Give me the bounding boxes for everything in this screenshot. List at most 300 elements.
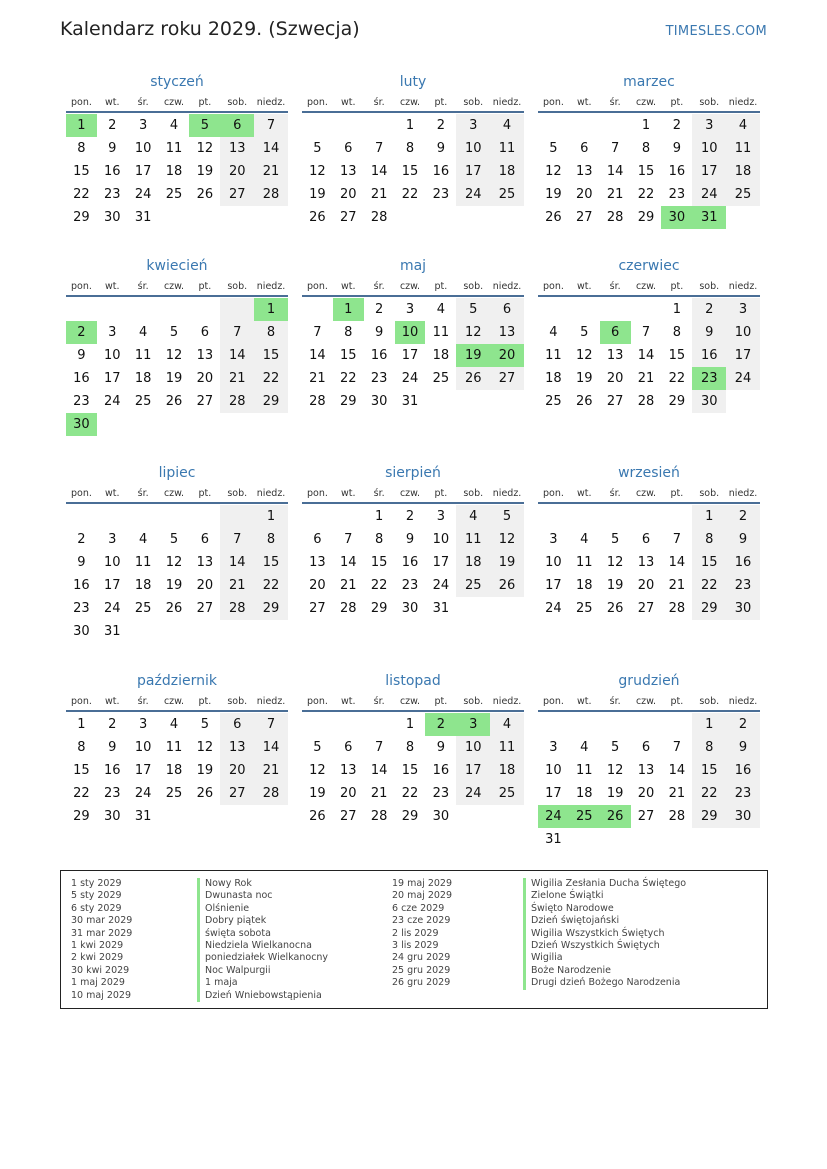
day-cell[interactable]: 29: [668, 394, 686, 409]
day-cell[interactable]: 23: [692, 367, 726, 390]
day-cell[interactable]: 4: [726, 114, 760, 137]
day-cell[interactable]: 27: [309, 601, 326, 616]
day-cell[interactable]: 6: [600, 321, 631, 344]
day-cell[interactable]: 9: [692, 321, 726, 344]
day-cell[interactable]: 29: [692, 805, 726, 828]
day-cell[interactable]: 1: [375, 509, 384, 524]
day-cell[interactable]: 14: [370, 164, 388, 179]
day-cell[interactable]: 26: [309, 210, 326, 225]
day-cell[interactable]: 24: [456, 183, 490, 206]
day-cell[interactable]: 22: [73, 786, 90, 801]
day-cell[interactable]: 7: [220, 321, 254, 344]
day-cell[interactable]: 20: [637, 578, 655, 593]
day-cell[interactable]: 8: [405, 141, 415, 156]
day-cell[interactable]: 30: [104, 210, 121, 225]
day-cell[interactable]: 30: [661, 206, 692, 229]
day-cell[interactable]: 26: [165, 394, 183, 409]
day-cell[interactable]: 27: [637, 809, 655, 824]
day-cell[interactable]: 16: [401, 555, 419, 570]
day-cell[interactable]: 8: [641, 141, 651, 156]
day-cell[interactable]: 9: [405, 532, 415, 547]
day-cell[interactable]: 11: [134, 348, 152, 363]
day-cell[interactable]: 31: [104, 624, 121, 639]
day-cell[interactable]: 19: [576, 371, 593, 386]
day-cell[interactable]: 29: [254, 597, 288, 620]
day-cell[interactable]: 25: [134, 394, 152, 409]
day-cell[interactable]: 21: [370, 187, 388, 202]
day-cell[interactable]: 27: [340, 809, 357, 824]
day-cell[interactable]: 21: [220, 574, 254, 597]
day-cell[interactable]: 26: [606, 601, 624, 616]
day-cell[interactable]: 25: [569, 805, 600, 828]
day-cell[interactable]: 8: [375, 532, 384, 547]
day-cell[interactable]: 14: [254, 736, 288, 759]
day-cell[interactable]: 18: [576, 786, 593, 801]
day-cell[interactable]: 18: [490, 759, 524, 782]
day-cell[interactable]: 29: [692, 597, 726, 620]
day-cell[interactable]: 25: [456, 574, 490, 597]
day-cell[interactable]: 13: [576, 164, 593, 179]
day-cell[interactable]: 15: [370, 555, 388, 570]
day-cell[interactable]: 2: [108, 717, 117, 732]
day-cell[interactable]: 22: [668, 371, 686, 386]
day-cell[interactable]: 8: [254, 528, 288, 551]
day-cell[interactable]: 14: [254, 137, 288, 160]
day-cell[interactable]: 17: [134, 164, 152, 179]
day-cell[interactable]: 19: [165, 371, 183, 386]
day-cell[interactable]: 20: [340, 786, 357, 801]
day-cell[interactable]: 21: [309, 371, 326, 386]
day-cell[interactable]: 30: [370, 394, 388, 409]
day-cell[interactable]: 16: [432, 164, 450, 179]
day-cell[interactable]: 22: [692, 574, 726, 597]
day-cell[interactable]: 7: [254, 114, 288, 137]
day-cell[interactable]: 16: [104, 763, 121, 778]
day-cell[interactable]: 15: [73, 763, 90, 778]
day-cell[interactable]: 28: [254, 782, 288, 805]
day-cell[interactable]: 28: [668, 601, 686, 616]
day-cell[interactable]: 23: [668, 187, 686, 202]
day-cell[interactable]: 6: [580, 141, 589, 156]
day-cell[interactable]: 12: [490, 528, 524, 551]
day-cell[interactable]: 30: [401, 601, 419, 616]
day-cell[interactable]: 20: [309, 578, 326, 593]
day-cell[interactable]: 14: [309, 348, 326, 363]
day-cell[interactable]: 18: [490, 160, 524, 183]
day-cell[interactable]: 4: [490, 713, 524, 736]
day-cell[interactable]: 9: [77, 555, 86, 570]
day-cell[interactable]: 10: [104, 555, 121, 570]
day-cell[interactable]: 30: [104, 809, 121, 824]
day-cell[interactable]: 27: [196, 601, 214, 616]
day-cell[interactable]: 4: [139, 532, 148, 547]
day-cell[interactable]: 16: [726, 551, 760, 574]
day-cell[interactable]: 20: [340, 187, 357, 202]
day-cell[interactable]: 15: [668, 348, 686, 363]
day-cell[interactable]: 1: [254, 298, 288, 321]
day-cell[interactable]: 7: [375, 141, 384, 156]
day-cell[interactable]: 17: [456, 160, 490, 183]
day-cell[interactable]: 24: [456, 782, 490, 805]
day-cell[interactable]: 10: [545, 763, 562, 778]
day-cell[interactable]: 12: [309, 763, 326, 778]
day-cell[interactable]: 21: [254, 759, 288, 782]
day-cell[interactable]: 20: [490, 344, 524, 367]
day-cell[interactable]: 10: [456, 736, 490, 759]
day-cell[interactable]: 30: [66, 413, 97, 436]
day-cell[interactable]: 15: [692, 551, 726, 574]
day-cell[interactable]: 17: [456, 759, 490, 782]
day-cell[interactable]: 20: [576, 187, 593, 202]
day-cell[interactable]: 18: [165, 763, 183, 778]
day-cell[interactable]: 21: [606, 187, 624, 202]
day-cell[interactable]: 29: [370, 601, 388, 616]
day-cell[interactable]: 5: [490, 505, 524, 528]
day-cell[interactable]: 11: [165, 141, 183, 156]
day-cell[interactable]: 13: [309, 555, 326, 570]
day-cell[interactable]: 30: [432, 809, 450, 824]
day-cell[interactable]: 28: [637, 394, 655, 409]
day-cell[interactable]: 11: [165, 740, 183, 755]
day-cell[interactable]: 18: [726, 160, 760, 183]
day-cell[interactable]: 7: [672, 740, 681, 755]
day-cell[interactable]: 31: [401, 394, 419, 409]
day-cell[interactable]: 3: [139, 118, 148, 133]
day-cell[interactable]: 5: [549, 141, 558, 156]
day-cell[interactable]: 11: [576, 555, 593, 570]
day-cell[interactable]: 19: [606, 786, 624, 801]
day-cell[interactable]: 23: [104, 786, 121, 801]
day-cell[interactable]: 4: [549, 325, 558, 340]
day-cell[interactable]: 13: [340, 164, 357, 179]
day-cell[interactable]: 22: [692, 782, 726, 805]
day-cell[interactable]: 25: [726, 183, 760, 206]
day-cell[interactable]: 21: [637, 371, 655, 386]
day-cell[interactable]: 25: [432, 371, 450, 386]
day-cell[interactable]: 22: [254, 367, 288, 390]
day-cell[interactable]: 5: [189, 114, 220, 137]
day-cell[interactable]: 23: [726, 574, 760, 597]
day-cell[interactable]: 31: [545, 832, 562, 847]
day-cell[interactable]: 9: [77, 348, 86, 363]
day-cell[interactable]: 17: [134, 763, 152, 778]
day-cell[interactable]: 16: [432, 763, 450, 778]
day-cell[interactable]: 8: [692, 736, 726, 759]
day-cell[interactable]: 1: [405, 118, 415, 133]
day-cell[interactable]: 31: [432, 601, 450, 616]
day-cell[interactable]: 28: [668, 809, 686, 824]
day-cell[interactable]: 13: [490, 321, 524, 344]
day-cell[interactable]: 14: [370, 763, 388, 778]
day-cell[interactable]: 30: [692, 390, 726, 413]
day-cell[interactable]: 17: [104, 578, 121, 593]
day-cell[interactable]: 6: [220, 114, 254, 137]
day-cell[interactable]: 12: [165, 555, 183, 570]
day-cell[interactable]: 13: [220, 137, 254, 160]
day-cell[interactable]: 26: [490, 574, 524, 597]
day-cell[interactable]: 13: [196, 348, 214, 363]
day-cell[interactable]: 30: [726, 805, 760, 828]
day-cell[interactable]: 22: [254, 574, 288, 597]
day-cell[interactable]: 28: [370, 809, 388, 824]
day-cell[interactable]: 24: [432, 578, 450, 593]
day-cell[interactable]: 29: [73, 809, 90, 824]
day-cell[interactable]: 12: [196, 141, 214, 156]
day-cell[interactable]: 2: [436, 118, 445, 133]
day-cell[interactable]: 12: [196, 740, 214, 755]
day-cell[interactable]: 26: [576, 394, 593, 409]
day-cell[interactable]: 17: [545, 786, 562, 801]
day-cell[interactable]: 12: [456, 321, 490, 344]
day-cell[interactable]: 27: [606, 394, 624, 409]
day-cell[interactable]: 18: [432, 348, 450, 363]
day-cell[interactable]: 19: [309, 187, 326, 202]
day-cell[interactable]: 17: [432, 555, 450, 570]
day-cell[interactable]: 28: [220, 390, 254, 413]
day-cell[interactable]: 8: [77, 740, 86, 755]
day-cell[interactable]: 1: [333, 298, 364, 321]
day-cell[interactable]: 8: [672, 325, 681, 340]
day-cell[interactable]: 18: [545, 371, 562, 386]
day-cell[interactable]: 29: [637, 210, 655, 225]
day-cell[interactable]: 6: [313, 532, 322, 547]
day-cell[interactable]: 9: [726, 736, 760, 759]
day-cell[interactable]: 3: [405, 302, 415, 317]
day-cell[interactable]: 28: [254, 183, 288, 206]
day-cell[interactable]: 16: [692, 344, 726, 367]
day-cell[interactable]: 31: [692, 206, 726, 229]
day-cell[interactable]: 24: [134, 187, 152, 202]
day-cell[interactable]: 1: [672, 302, 681, 317]
day-cell[interactable]: 26: [600, 805, 631, 828]
day-cell[interactable]: 27: [490, 367, 524, 390]
day-cell[interactable]: 5: [169, 325, 179, 340]
day-cell[interactable]: 24: [545, 601, 562, 616]
day-cell[interactable]: 12: [165, 348, 183, 363]
day-cell[interactable]: 9: [375, 325, 384, 340]
day-cell[interactable]: 17: [401, 348, 419, 363]
day-cell[interactable]: 15: [637, 164, 655, 179]
day-cell[interactable]: 23: [104, 187, 121, 202]
day-cell[interactable]: 2: [425, 713, 456, 736]
day-cell[interactable]: 18: [576, 578, 593, 593]
day-cell[interactable]: 3: [139, 717, 148, 732]
day-cell[interactable]: 4: [139, 325, 148, 340]
day-cell[interactable]: 22: [637, 187, 655, 202]
day-cell[interactable]: 1: [254, 505, 288, 528]
day-cell[interactable]: 6: [641, 740, 651, 755]
brand-link[interactable]: TIMESLES.COM: [665, 24, 767, 39]
day-cell[interactable]: 17: [726, 344, 760, 367]
day-cell[interactable]: 2: [726, 505, 760, 528]
day-cell[interactable]: 27: [340, 210, 357, 225]
day-cell[interactable]: 7: [611, 141, 620, 156]
day-cell[interactable]: 3: [692, 114, 726, 137]
day-cell[interactable]: 6: [344, 141, 353, 156]
day-cell[interactable]: 26: [196, 187, 214, 202]
day-cell[interactable]: 10: [395, 321, 426, 344]
day-cell[interactable]: 27: [220, 183, 254, 206]
day-cell[interactable]: 19: [309, 786, 326, 801]
day-cell[interactable]: 13: [637, 555, 655, 570]
day-cell[interactable]: 26: [309, 809, 326, 824]
day-cell[interactable]: 3: [456, 114, 490, 137]
day-cell[interactable]: 11: [134, 555, 152, 570]
day-cell[interactable]: 3: [726, 298, 760, 321]
day-cell[interactable]: 17: [545, 578, 562, 593]
day-cell[interactable]: 1: [66, 114, 97, 137]
day-cell[interactable]: 1: [692, 713, 726, 736]
day-cell[interactable]: 14: [340, 555, 357, 570]
day-cell[interactable]: 22: [401, 786, 419, 801]
day-cell[interactable]: 26: [545, 210, 562, 225]
day-cell[interactable]: 23: [401, 578, 419, 593]
day-cell[interactable]: 1: [692, 505, 726, 528]
day-cell[interactable]: 3: [108, 325, 117, 340]
day-cell[interactable]: 25: [165, 786, 183, 801]
day-cell[interactable]: 23: [432, 786, 450, 801]
day-cell[interactable]: 5: [169, 532, 179, 547]
day-cell[interactable]: 21: [254, 160, 288, 183]
day-cell[interactable]: 9: [108, 141, 117, 156]
day-cell[interactable]: 2: [66, 321, 97, 344]
day-cell[interactable]: 2: [672, 118, 681, 133]
day-cell[interactable]: 25: [545, 394, 562, 409]
day-cell[interactable]: 13: [606, 348, 624, 363]
day-cell[interactable]: 13: [637, 763, 655, 778]
day-cell[interactable]: 31: [134, 210, 152, 225]
day-cell[interactable]: 3: [549, 532, 558, 547]
day-cell[interactable]: 7: [313, 325, 322, 340]
day-cell[interactable]: 23: [73, 394, 90, 409]
day-cell[interactable]: 24: [692, 183, 726, 206]
day-cell[interactable]: 4: [490, 114, 524, 137]
day-cell[interactable]: 4: [169, 717, 179, 732]
day-cell[interactable]: 19: [545, 187, 562, 202]
day-cell[interactable]: 10: [456, 137, 490, 160]
day-cell[interactable]: 8: [344, 325, 353, 340]
day-cell[interactable]: 4: [580, 532, 589, 547]
day-cell[interactable]: 5: [200, 717, 209, 732]
day-cell[interactable]: 5: [580, 325, 589, 340]
day-cell[interactable]: 6: [200, 325, 209, 340]
day-cell[interactable]: 2: [726, 713, 760, 736]
day-cell[interactable]: 11: [490, 137, 524, 160]
day-cell[interactable]: 6: [200, 532, 209, 547]
day-cell[interactable]: 5: [313, 141, 322, 156]
day-cell[interactable]: 12: [606, 555, 624, 570]
day-cell[interactable]: 20: [220, 759, 254, 782]
day-cell[interactable]: 14: [668, 555, 686, 570]
day-cell[interactable]: 30: [726, 597, 760, 620]
day-cell[interactable]: 29: [401, 809, 419, 824]
day-cell[interactable]: 15: [401, 164, 419, 179]
day-cell[interactable]: 19: [456, 344, 490, 367]
day-cell[interactable]: 18: [134, 578, 152, 593]
day-cell[interactable]: 27: [196, 394, 214, 409]
day-cell[interactable]: 21: [668, 578, 686, 593]
day-cell[interactable]: 21: [668, 786, 686, 801]
day-cell[interactable]: 2: [375, 302, 384, 317]
day-cell[interactable]: 18: [456, 551, 490, 574]
day-cell[interactable]: 25: [134, 601, 152, 616]
day-cell[interactable]: 23: [432, 187, 450, 202]
day-cell[interactable]: 10: [134, 141, 152, 156]
day-cell[interactable]: 29: [254, 390, 288, 413]
day-cell[interactable]: 14: [220, 344, 254, 367]
day-cell[interactable]: 28: [220, 597, 254, 620]
day-cell[interactable]: 19: [165, 578, 183, 593]
day-cell[interactable]: 6: [220, 713, 254, 736]
day-cell[interactable]: 7: [220, 528, 254, 551]
day-cell[interactable]: 28: [340, 601, 357, 616]
day-cell[interactable]: 22: [73, 187, 90, 202]
day-cell[interactable]: 7: [375, 740, 384, 755]
day-cell[interactable]: 14: [220, 551, 254, 574]
day-cell[interactable]: 7: [641, 325, 651, 340]
day-cell[interactable]: 3: [108, 532, 117, 547]
day-cell[interactable]: 19: [196, 763, 214, 778]
day-cell[interactable]: 22: [340, 371, 357, 386]
day-cell[interactable]: 8: [405, 740, 415, 755]
day-cell[interactable]: 4: [169, 118, 179, 133]
day-cell[interactable]: 26: [165, 601, 183, 616]
day-cell[interactable]: 20: [220, 160, 254, 183]
day-cell[interactable]: 14: [668, 763, 686, 778]
day-cell[interactable]: 5: [456, 298, 490, 321]
day-cell[interactable]: 10: [134, 740, 152, 755]
day-cell[interactable]: 9: [726, 528, 760, 551]
day-cell[interactable]: 21: [220, 367, 254, 390]
day-cell[interactable]: 9: [436, 141, 445, 156]
day-cell[interactable]: 11: [432, 325, 450, 340]
day-cell[interactable]: 23: [73, 601, 90, 616]
day-cell[interactable]: 17: [692, 160, 726, 183]
day-cell[interactable]: 24: [134, 786, 152, 801]
day-cell[interactable]: 5: [611, 532, 620, 547]
day-cell[interactable]: 24: [401, 371, 419, 386]
day-cell[interactable]: 27: [576, 210, 593, 225]
day-cell[interactable]: 12: [545, 164, 562, 179]
day-cell[interactable]: 11: [545, 348, 562, 363]
day-cell[interactable]: 6: [490, 298, 524, 321]
day-cell[interactable]: 4: [436, 302, 445, 317]
day-cell[interactable]: 13: [340, 763, 357, 778]
day-cell[interactable]: 24: [104, 601, 121, 616]
day-cell[interactable]: 16: [726, 759, 760, 782]
day-cell[interactable]: 23: [726, 782, 760, 805]
day-cell[interactable]: 14: [606, 164, 624, 179]
day-cell[interactable]: 2: [108, 118, 117, 133]
day-cell[interactable]: 9: [436, 740, 445, 755]
day-cell[interactable]: 12: [576, 348, 593, 363]
day-cell[interactable]: 24: [104, 394, 121, 409]
day-cell[interactable]: 11: [490, 736, 524, 759]
day-cell[interactable]: 19: [490, 551, 524, 574]
day-cell[interactable]: 7: [344, 532, 353, 547]
day-cell[interactable]: 7: [254, 713, 288, 736]
day-cell[interactable]: 10: [692, 137, 726, 160]
day-cell[interactable]: 28: [309, 394, 326, 409]
day-cell[interactable]: 2: [77, 532, 86, 547]
day-cell[interactable]: 15: [692, 759, 726, 782]
day-cell[interactable]: 19: [196, 164, 214, 179]
day-cell[interactable]: 20: [606, 371, 624, 386]
day-cell[interactable]: 18: [165, 164, 183, 179]
day-cell[interactable]: 21: [340, 578, 357, 593]
day-cell[interactable]: 16: [370, 348, 388, 363]
day-cell[interactable]: 9: [108, 740, 117, 755]
